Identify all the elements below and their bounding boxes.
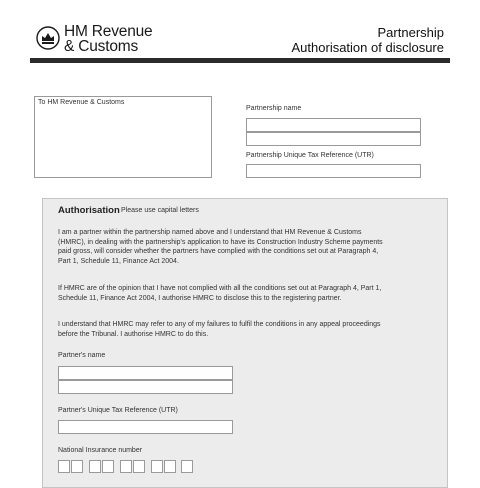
form-title-line2: Authorisation of disclosure <box>291 40 444 55</box>
authorisation-paragraph-1: I am a partner within the partnership named above and I understand that HM Revenue & Customs (HMRC), in dealing with the partnership's application to have its Construction Industry Scheme payments paid gross, will consider whether the partners have complied with the conditions set out at Paragraph 4, Part 1, Schedule 11, Finance Act 2004. <box>58 229 383 265</box>
nino-box-8[interactable] <box>164 460 176 473</box>
address-label: To HM Revenue & Customs <box>38 99 125 106</box>
nino-box-4[interactable] <box>102 460 114 473</box>
form-title <box>292 25 444 55</box>
nino-box-1[interactable] <box>58 460 70 473</box>
partnership-utr-field[interactable] <box>246 164 421 178</box>
hmrc-crest-icon <box>36 26 60 50</box>
partnership-name-field-line2[interactable] <box>246 132 421 146</box>
partnership-name-field-line1[interactable] <box>246 118 421 132</box>
partner-name-field-line1[interactable] <box>58 366 233 380</box>
nino-box-9[interactable] <box>181 460 193 473</box>
nino-box-5[interactable] <box>120 460 132 473</box>
authorisation-title: Authorisation <box>58 205 120 216</box>
partnership-name-label: Partnership name <box>246 105 302 112</box>
address-box[interactable] <box>34 96 212 178</box>
partner-name-label: Partner's name <box>58 352 106 359</box>
form-title-line1: Partnership <box>377 25 444 40</box>
nino-box-7[interactable] <box>151 460 163 473</box>
header-rule <box>30 58 450 63</box>
nino-box-6[interactable] <box>133 460 145 473</box>
authorisation-subtitle: Please use capital letters <box>121 207 199 214</box>
partner-name-field-line2[interactable] <box>58 380 233 394</box>
partnership-utr-label: Partnership Unique Tax Reference (UTR) <box>246 152 374 159</box>
authorisation-paragraph-2: If HMRC are of the opinion that I have not complied with all the conditions set out at Paragraph 4, Part 1, Schedule 11, Finance Act 2004, I authorise HMRC to disclose this to the registering partner. <box>58 285 382 302</box>
nino-box-2[interactable] <box>71 460 83 473</box>
nino-label: National Insurance number <box>58 447 143 454</box>
organisation-name <box>64 24 152 54</box>
authorisation-paragraph-3: I understand that HMRC may refer to any of my failures to fulfil the conditions in any appeal proceedings before the Tribunal. I authorise HMRC to do this. <box>58 321 381 338</box>
organisation-name-line1: HM Revenue <box>64 23 153 40</box>
nino-box-3[interactable] <box>89 460 101 473</box>
organisation-name-line2: & Customs <box>64 38 138 55</box>
partner-utr-field[interactable] <box>58 420 233 434</box>
partner-utr-label: Partner's Unique Tax Reference (UTR) <box>58 407 178 414</box>
